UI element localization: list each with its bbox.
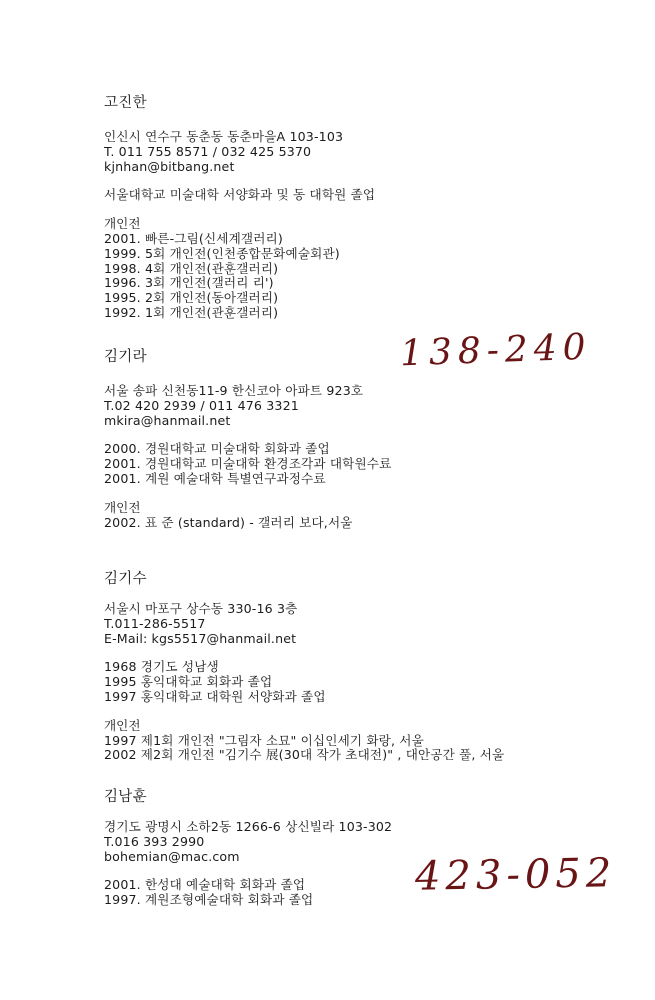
artist-entry xyxy=(104,348,644,530)
education-line: 1995 홍익대학교 회화과 졸업 xyxy=(104,674,273,690)
education-line: 2000. 경원대학교 미술대학 회화과 졸업 xyxy=(104,441,330,457)
artist-address: 서울 송파 신천동11-9 한신코아 아파트 923호 xyxy=(104,383,364,398)
artist-entry xyxy=(104,570,644,763)
artist-phone: T.016 393 2990 xyxy=(104,833,205,849)
exhibitions-heading: 개인전 xyxy=(104,717,141,733)
artist-name: 김기수 xyxy=(104,571,147,587)
exhibition-line: 1992. 1회 개인전(관훈갤러리) xyxy=(104,304,279,320)
artist-name: 김기라 xyxy=(104,349,147,365)
artist-name: 고진한 xyxy=(104,95,147,111)
artist-entry xyxy=(104,94,644,321)
exhibition-line: 1995. 2회 개인전(동아갤러리) xyxy=(104,290,279,306)
education-line: 1968 경기도 성남생 xyxy=(104,659,219,675)
exhibition-line: 1997 제1회 개인전 "그림자 소묘" 이십인세기 화랑, 서울 xyxy=(104,732,424,748)
artist-email: bohemian@mac.com xyxy=(104,848,240,864)
artist-phone: T.02 420 2939 / 011 476 3321 xyxy=(104,397,299,413)
education-line: 2001. 경원대학교 미술대학 환경조각과 대학원수료 xyxy=(104,456,392,472)
artist-phone: T. 011 755 8571 / 032 425 5370 xyxy=(104,143,312,159)
education-line: 1997 홍익대학교 대학원 서양화과 졸업 xyxy=(104,688,326,704)
exhibition-line: 1998. 4회 개인전(관훈갤러리) xyxy=(104,260,279,276)
education-line: 1997. 계원조형예술대학 회화과 졸업 xyxy=(104,892,314,908)
education-line: 2001. 계원 예술대학 특별연구과정수료 xyxy=(104,470,326,486)
artist-name: 김남훈 xyxy=(104,789,147,805)
artist-email: mkira@hanmail.net xyxy=(104,412,231,428)
artist-email: E-Mail: kgs5517@hanmail.net xyxy=(104,630,297,646)
handwritten-postal-code: 138-240 xyxy=(399,326,593,375)
education-line: 서울대학교 미술대학 서양화과 및 동 대학원 졸업 xyxy=(104,187,376,203)
artist-address: 경기도 광명시 소하2동 1266-6 상신빌라 103-302 xyxy=(104,819,393,834)
exhibitions-heading: 개인전 xyxy=(104,499,141,515)
artist-address: 서울시 마포구 상수동 330-16 3층 xyxy=(104,601,298,616)
exhibition-line: 2002 제2회 개인전 "김기수 展(30대 작가 초대전)" , 대안공간 풀, 서울 xyxy=(104,747,505,763)
handwritten-postal-code: 423-052 xyxy=(414,850,617,900)
artist-phone: T.011-286-5517 xyxy=(104,615,206,631)
education-line: 2001. 한성대 예술대학 회화과 졸업 xyxy=(104,877,306,893)
exhibition-line: 2002. 표 준 (standard) - 갤러리 보다,서울 xyxy=(104,514,353,530)
artist-email: kjnhan@bitbang.net xyxy=(104,158,235,174)
exhibition-line: 1999. 5회 개인전(인천종합문화예술회관) xyxy=(104,245,340,261)
exhibition-line: 1996. 3회 개인전(갤러리 리') xyxy=(104,275,274,291)
exhibitions-heading: 개인전 xyxy=(104,216,141,232)
artist-address: 인신시 연수구 동춘동 동춘마을A 103-103 xyxy=(104,129,344,144)
exhibition-line: 2001. 빠른-그림(신세계갤러리) xyxy=(104,230,283,246)
